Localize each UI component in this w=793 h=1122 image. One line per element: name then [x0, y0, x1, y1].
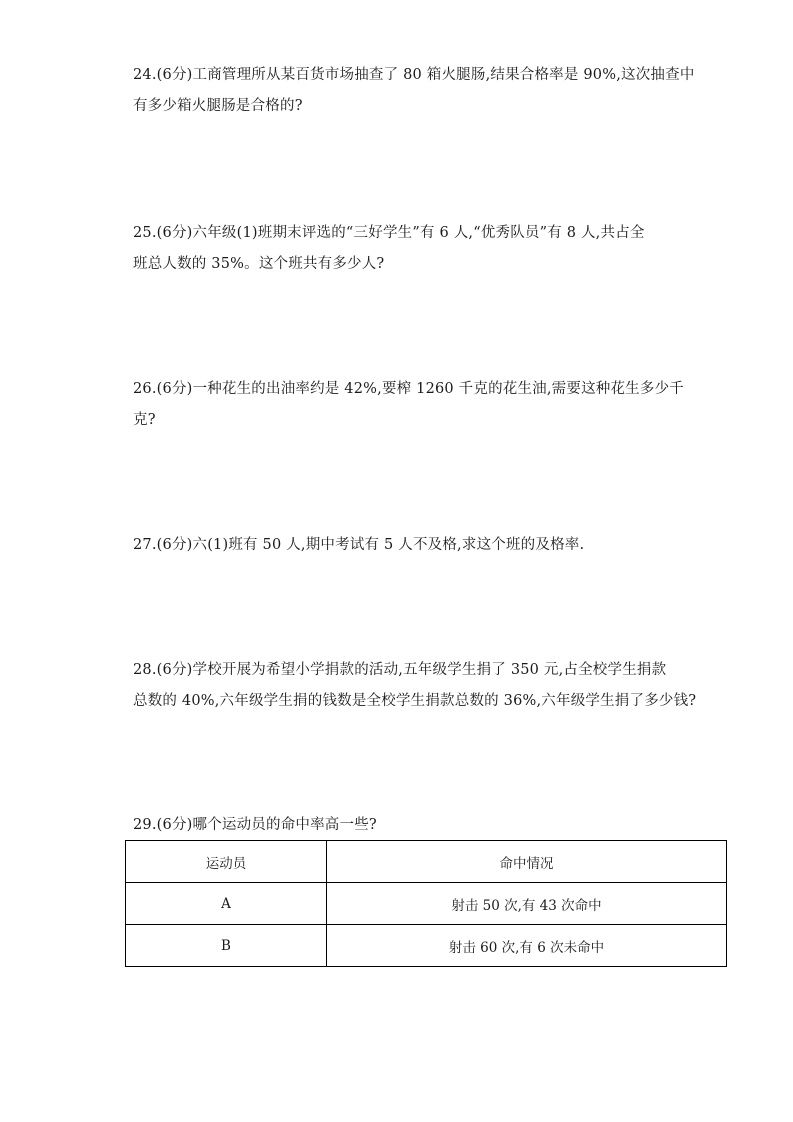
table-cell-result: 射击 60 次,有 6 次未命中 [327, 925, 727, 967]
question-28-line-1: 28.(6分)学校开展为希望小学捐款的活动,五年级学生捐了 350 元,占全校学生捐款 [133, 662, 667, 678]
question-27-line-1: 27.(6分)六(1)班有 50 人,期中考试有 5 人不及格,求这个班的及格率. [133, 537, 585, 553]
table-cell-result: 射击 50 次,有 43 次命中 [327, 883, 727, 925]
question-26-line-1: 26.(6分)一种花生的出油率约是 42%,要榨 1260 千克的花生油,需要这种花生多少千 [133, 381, 684, 397]
question-24-line-2: 有多少箱火腿肠是合格的? [133, 98, 303, 114]
table-row [126, 925, 727, 967]
question-29-line-1: 29.(6分)哪个运动员的命中率高一些? [133, 817, 377, 833]
question-24 [133, 60, 695, 122]
question-24-line-1: 24.(6分)工商管理所从某百货市场抽查了 80 箱火腿肠,结果合格率是 90%,这次抽查中 [133, 67, 695, 83]
table-header-athlete: 运动员 [126, 841, 327, 883]
question-25-line-1: 25.(6分)六年级(1)班期末评选的“三好学生”有 6 人,“优秀队员”有 8 人,共占全 [133, 225, 645, 241]
table-row [126, 883, 727, 925]
table-header-row [126, 841, 727, 883]
question-25-line-2: 班总人数的 35%。这个班共有多少人? [133, 256, 385, 272]
question-28-line-2: 总数的 40%,六年级学生捐的钱数是全校学生捐款总数的 36%,六年级学生捐了多少钱? [133, 693, 697, 709]
question-27 [133, 530, 673, 561]
question-26-line-2: 克? [133, 412, 156, 428]
question-28 [133, 655, 697, 717]
table-cell-athlete: B [126, 925, 327, 967]
question-29 [133, 810, 673, 841]
question-26 [133, 374, 684, 436]
question-25 [133, 218, 673, 280]
table-cell-athlete: A [126, 883, 327, 925]
table-header-result: 命中情况 [327, 841, 727, 883]
athlete-hit-table [125, 840, 727, 967]
